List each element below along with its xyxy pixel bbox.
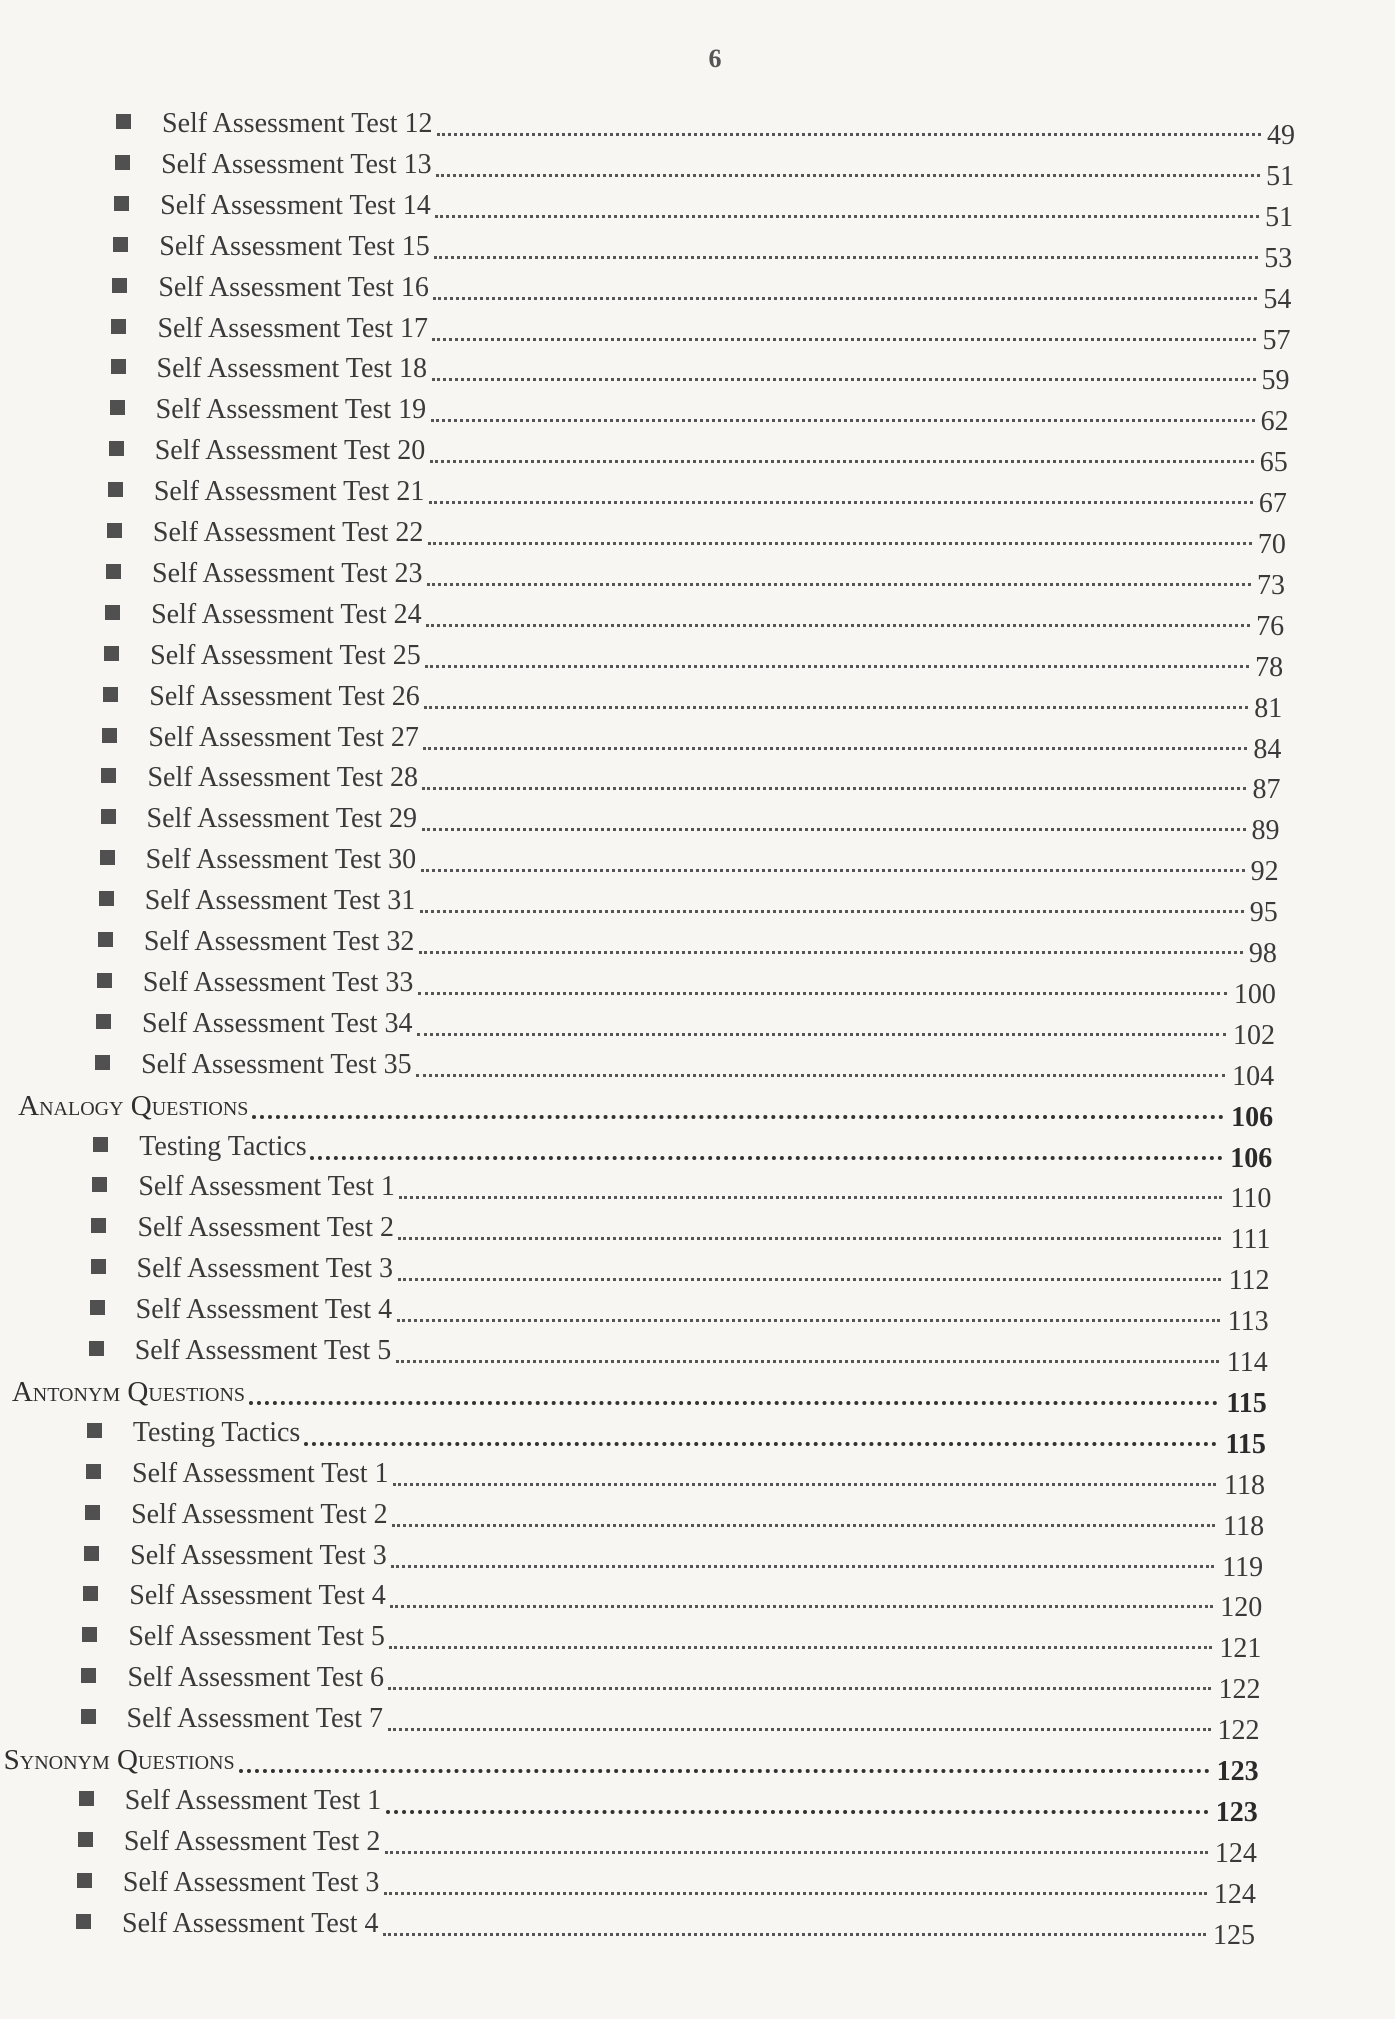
dot-leader (249, 1401, 1218, 1405)
square-bullet-icon (115, 155, 130, 170)
square-bullet-icon (113, 237, 128, 252)
dot-leader (310, 1156, 1223, 1160)
square-bullet-icon (86, 1464, 101, 1479)
toc-entry (0, 1290, 1395, 1338)
dot-leader (384, 1892, 1207, 1895)
dot-leader (421, 869, 1245, 872)
square-bullet-icon (90, 1300, 105, 1315)
dot-leader (437, 133, 1261, 136)
toc-entry-label: Self Assessment Test 2 (137, 1212, 394, 1244)
dot-leader (422, 828, 1246, 831)
square-bullet-icon (98, 932, 113, 947)
dot-leader (383, 1933, 1206, 1936)
toc-entry-label: Self Assessment Test 4 (122, 1907, 379, 1939)
dot-leader (389, 1646, 1212, 1649)
dot-leader (391, 1565, 1214, 1568)
toc-entry-label: Self Assessment Test 27 (148, 721, 419, 753)
dot-leader (388, 1687, 1211, 1690)
dot-leader (252, 1115, 1224, 1119)
toc-page-number: 49 (1267, 120, 1295, 151)
toc-page-number: 122 (1217, 1715, 1260, 1747)
toc-entry (0, 1863, 1395, 1910)
square-bullet-icon (93, 1137, 108, 1152)
toc-entry (0, 268, 1395, 315)
toc-page-number: 123 (1215, 1796, 1258, 1828)
toc-page-number: 106 (1230, 1142, 1273, 1174)
dot-leader (428, 542, 1252, 545)
dot-leader (397, 1319, 1220, 1322)
toc-page-number: 59 (1261, 365, 1290, 397)
square-bullet-icon (91, 1259, 106, 1274)
toc-entry-label: Self Assessment Test 5 (128, 1621, 385, 1653)
toc-entry-label: Self Assessment Test 31 (144, 885, 416, 917)
toc-entry-label: Self Assessment Test 2 (131, 1498, 388, 1530)
toc-page-number: 124 (1214, 1837, 1257, 1869)
toc-page-number: 120 (1220, 1592, 1263, 1624)
square-bullet-icon (102, 728, 117, 743)
toc-entry-label: Self Assessment Test 3 (136, 1253, 394, 1285)
toc-entry-label: Self Assessment Test 21 (153, 476, 425, 508)
toc-page-number: 106 (1231, 1101, 1274, 1133)
toc-entry (0, 1617, 1395, 1665)
toc-page-number: 125 (1213, 1919, 1255, 1951)
toc-entry-label: Antonym Questions (11, 1375, 246, 1408)
toc-entry (0, 1576, 1395, 1624)
toc-entry-label: Self Assessment Test 3 (130, 1539, 387, 1571)
toc-page-number: 100 (1233, 978, 1276, 1010)
toc-entry-label: Self Assessment Test 17 (157, 312, 428, 344)
toc-entry (0, 636, 1395, 683)
square-bullet-icon (111, 359, 126, 374)
toc-page-number: 54 (1263, 283, 1292, 315)
dot-leader (435, 215, 1259, 218)
toc-page-number: 53 (1264, 242, 1293, 274)
dot-leader (429, 501, 1253, 504)
toc-entry (0, 595, 1395, 642)
square-bullet-icon (109, 441, 124, 456)
toc-entry (0, 349, 1395, 397)
square-bullet-icon (87, 1423, 102, 1438)
toc-entry-label: Self Assessment Test 3 (122, 1866, 380, 1898)
square-bullet-icon (104, 646, 119, 661)
toc-entry-label: Self Assessment Test 20 (154, 435, 426, 467)
toc-entry-label: Self Assessment Test 5 (134, 1335, 392, 1366)
square-bullet-icon (79, 1791, 94, 1806)
dot-leader (399, 1196, 1222, 1199)
dot-leader (385, 1851, 1208, 1854)
square-bullet-icon (95, 1055, 110, 1070)
dot-leader (420, 910, 1244, 913)
toc-entry-label: Self Assessment Test 14 (160, 189, 431, 221)
dot-leader (304, 1442, 1217, 1446)
toc-entry (0, 309, 1395, 356)
toc-page-number: 119 (1222, 1551, 1264, 1583)
toc-entry-label: Self Assessment Test 6 (127, 1662, 384, 1694)
toc-page-number: 118 (1223, 1510, 1265, 1542)
toc-entry-label: Self Assessment Test 13 (161, 148, 432, 180)
toc-entry-label: Self Assessment Test 1 (132, 1457, 389, 1489)
dot-leader (390, 1605, 1213, 1608)
dot-leader (417, 1033, 1226, 1036)
toc-entry (0, 145, 1395, 192)
dot-leader (431, 419, 1255, 422)
dot-leader (416, 1074, 1225, 1077)
toc-entry (0, 554, 1395, 601)
toc-entry (0, 513, 1395, 560)
toc-page-number: 112 (1228, 1265, 1270, 1297)
toc-entry (0, 881, 1395, 929)
toc-page-number: 110 (1230, 1183, 1272, 1215)
square-bullet-icon (107, 523, 122, 538)
square-bullet-icon (111, 319, 126, 334)
square-bullet-icon (82, 1627, 97, 1642)
square-bullet-icon (84, 1546, 99, 1561)
square-bullet-icon (97, 973, 112, 988)
dot-leader (396, 1360, 1219, 1363)
toc-entry-label: Self Assessment Test 1 (138, 1171, 395, 1203)
toc-entry-label: Self Assessment Test 29 (146, 803, 418, 835)
dot-leader (398, 1278, 1221, 1281)
toc-entry (0, 1331, 1395, 1378)
toc-page-number: 81 (1254, 692, 1283, 724)
toc-page-number: 67 (1258, 488, 1287, 520)
dot-leader (436, 174, 1260, 177)
toc-entry-label: Self Assessment Test 24 (151, 598, 422, 630)
toc-entry-label: Analogy Questions (18, 1089, 249, 1122)
toc-entry (0, 390, 1395, 438)
toc-section (0, 1372, 1395, 1419)
toc-page-number: 73 (1257, 569, 1285, 601)
toc-entry-label: Self Assessment Test 34 (142, 1007, 413, 1039)
toc-entry-label: Self Assessment Test 7 (126, 1703, 384, 1735)
toc-entry-label: Self Assessment Test 15 (159, 230, 430, 262)
toc-entry-label: Testing Tactics (132, 1416, 301, 1448)
square-bullet-icon (76, 1914, 91, 1929)
square-bullet-icon (89, 1341, 104, 1356)
toc-entry-label: Self Assessment Test 30 (145, 844, 417, 876)
toc-page-number: 92 (1250, 856, 1279, 888)
square-bullet-icon (116, 114, 131, 129)
toc-page-number: 104 (1232, 1060, 1275, 1092)
toc-entry-label: Self Assessment Test 35 (141, 1048, 412, 1080)
toc-page-number: 70 (1257, 529, 1286, 560)
toc-page-number: 123 (1216, 1756, 1259, 1787)
toc-page-number: 76 (1256, 610, 1285, 642)
square-bullet-icon (83, 1586, 98, 1601)
dot-leader (392, 1524, 1215, 1527)
square-bullet-icon (81, 1668, 96, 1683)
dot-leader (430, 460, 1254, 463)
toc-entry-label: Self Assessment Test 18 (156, 353, 428, 385)
toc-entry (0, 104, 1395, 151)
toc-entry (0, 1822, 1395, 1869)
toc-entry-label: Self Assessment Test 25 (150, 639, 421, 671)
square-bullet-icon (110, 400, 125, 415)
dot-leader (418, 992, 1227, 995)
dot-leader (393, 1483, 1216, 1486)
square-bullet-icon (105, 605, 120, 620)
dot-leader (426, 624, 1250, 627)
square-bullet-icon (92, 1177, 107, 1192)
toc-entry-label: Self Assessment Test 32 (143, 926, 415, 957)
toc-entry-label: Self Assessment Test 12 (162, 108, 433, 139)
dot-leader (422, 787, 1246, 790)
toc-entry-label: Self Assessment Test 33 (142, 966, 414, 998)
square-bullet-icon (108, 482, 123, 497)
square-bullet-icon (78, 1832, 93, 1847)
square-bullet-icon (114, 196, 129, 211)
square-bullet-icon (85, 1505, 100, 1520)
toc-entry (0, 1249, 1395, 1297)
toc-entry (0, 922, 1395, 969)
toc-entry (0, 718, 1395, 765)
toc-entry (0, 1781, 1395, 1828)
toc-entry-label: Synonym Questions (3, 1744, 235, 1776)
toc-page-number: 57 (1262, 324, 1291, 356)
dot-leader (386, 1810, 1209, 1814)
toc-entry (0, 1536, 1395, 1583)
dot-leader (424, 706, 1248, 709)
square-bullet-icon (101, 809, 116, 824)
toc-page-number: 78 (1255, 651, 1284, 683)
dot-leader (425, 665, 1249, 668)
dot-leader (432, 378, 1256, 381)
toc-entry (0, 1413, 1395, 1460)
square-bullet-icon (101, 768, 116, 783)
toc-entry (0, 1904, 1395, 1951)
toc-page-number: 124 (1213, 1878, 1256, 1910)
toc-entry (0, 1699, 1395, 1747)
dot-leader (432, 338, 1256, 341)
toc-entry (0, 1167, 1395, 1215)
toc-entry-label: Self Assessment Test 16 (158, 271, 429, 303)
square-bullet-icon (100, 850, 115, 865)
square-bullet-icon (96, 1014, 111, 1029)
toc-entry-label: Self Assessment Test 2 (123, 1825, 381, 1857)
toc-entry-label: Self Assessment Test 19 (155, 394, 427, 426)
toc-entry (0, 1208, 1395, 1256)
toc-entry-label: Self Assessment Test 22 (152, 517, 424, 548)
toc-page-number: 118 (1224, 1469, 1265, 1501)
toc-entry (0, 840, 1395, 888)
square-bullet-icon (91, 1218, 106, 1233)
square-bullet-icon (112, 278, 127, 293)
toc-entry (0, 677, 1395, 724)
toc-entry-label: Self Assessment Test 28 (147, 762, 418, 794)
toc-entry-label: Self Assessment Test 4 (129, 1580, 386, 1612)
toc-page-number: 114 (1226, 1347, 1268, 1378)
toc-page-number: 113 (1227, 1306, 1269, 1338)
square-bullet-icon (99, 891, 114, 906)
toc-page-number: 98 (1248, 938, 1277, 969)
toc-entry-label: Self Assessment Test 26 (149, 680, 420, 712)
toc-entry (0, 758, 1395, 806)
toc-page-number: 89 (1251, 815, 1280, 847)
toc-entry-label: Self Assessment Test 23 (152, 557, 423, 589)
toc-entry (0, 431, 1395, 479)
toc-entry (0, 963, 1395, 1010)
toc-page-number: 115 (1225, 1428, 1266, 1460)
toc-entry (0, 1454, 1395, 1501)
dot-leader (398, 1237, 1221, 1240)
toc-entry (0, 186, 1395, 233)
toc-page-number: 121 (1219, 1633, 1262, 1665)
toc-entry-label: Testing Tactics (139, 1130, 307, 1162)
toc-page-number: 111 (1230, 1224, 1271, 1256)
toc-page-number: 95 (1249, 897, 1278, 929)
toc-page-number: 62 (1260, 406, 1289, 438)
toc-entry (0, 1045, 1395, 1092)
toc-page-number: 122 (1218, 1674, 1261, 1706)
square-bullet-icon (77, 1873, 92, 1888)
toc-entry-label: Self Assessment Test 1 (124, 1784, 382, 1816)
toc-entry (0, 472, 1395, 520)
toc-page-number: 102 (1233, 1019, 1275, 1051)
square-bullet-icon (106, 564, 121, 579)
dot-leader (433, 297, 1257, 300)
toc-page-number: 115 (1226, 1387, 1267, 1419)
toc-section (0, 1740, 1395, 1787)
square-bullet-icon (81, 1709, 96, 1724)
dot-leader (423, 747, 1247, 750)
toc-section (0, 1086, 1395, 1133)
toc-page-number: 65 (1259, 447, 1288, 479)
dot-leader (419, 951, 1243, 954)
toc-entry (0, 1127, 1395, 1174)
toc-page-number: 51 (1266, 160, 1295, 192)
toc-entry (0, 227, 1395, 274)
toc-entry (0, 1658, 1395, 1706)
toc-entry (0, 799, 1395, 847)
page-number: 6 (708, 44, 722, 73)
dot-leader (434, 256, 1258, 259)
dot-leader (239, 1769, 1210, 1773)
dot-leader (388, 1728, 1211, 1731)
toc-entry-label: Self Assessment Test 4 (135, 1294, 393, 1326)
toc-page-number: 87 (1252, 774, 1281, 806)
square-bullet-icon (103, 687, 118, 702)
toc-entry (0, 1004, 1395, 1051)
toc-page-number: 84 (1253, 733, 1282, 765)
toc-entry (0, 1495, 1395, 1542)
toc-page-number: 51 (1265, 201, 1294, 233)
dot-leader (427, 583, 1251, 586)
